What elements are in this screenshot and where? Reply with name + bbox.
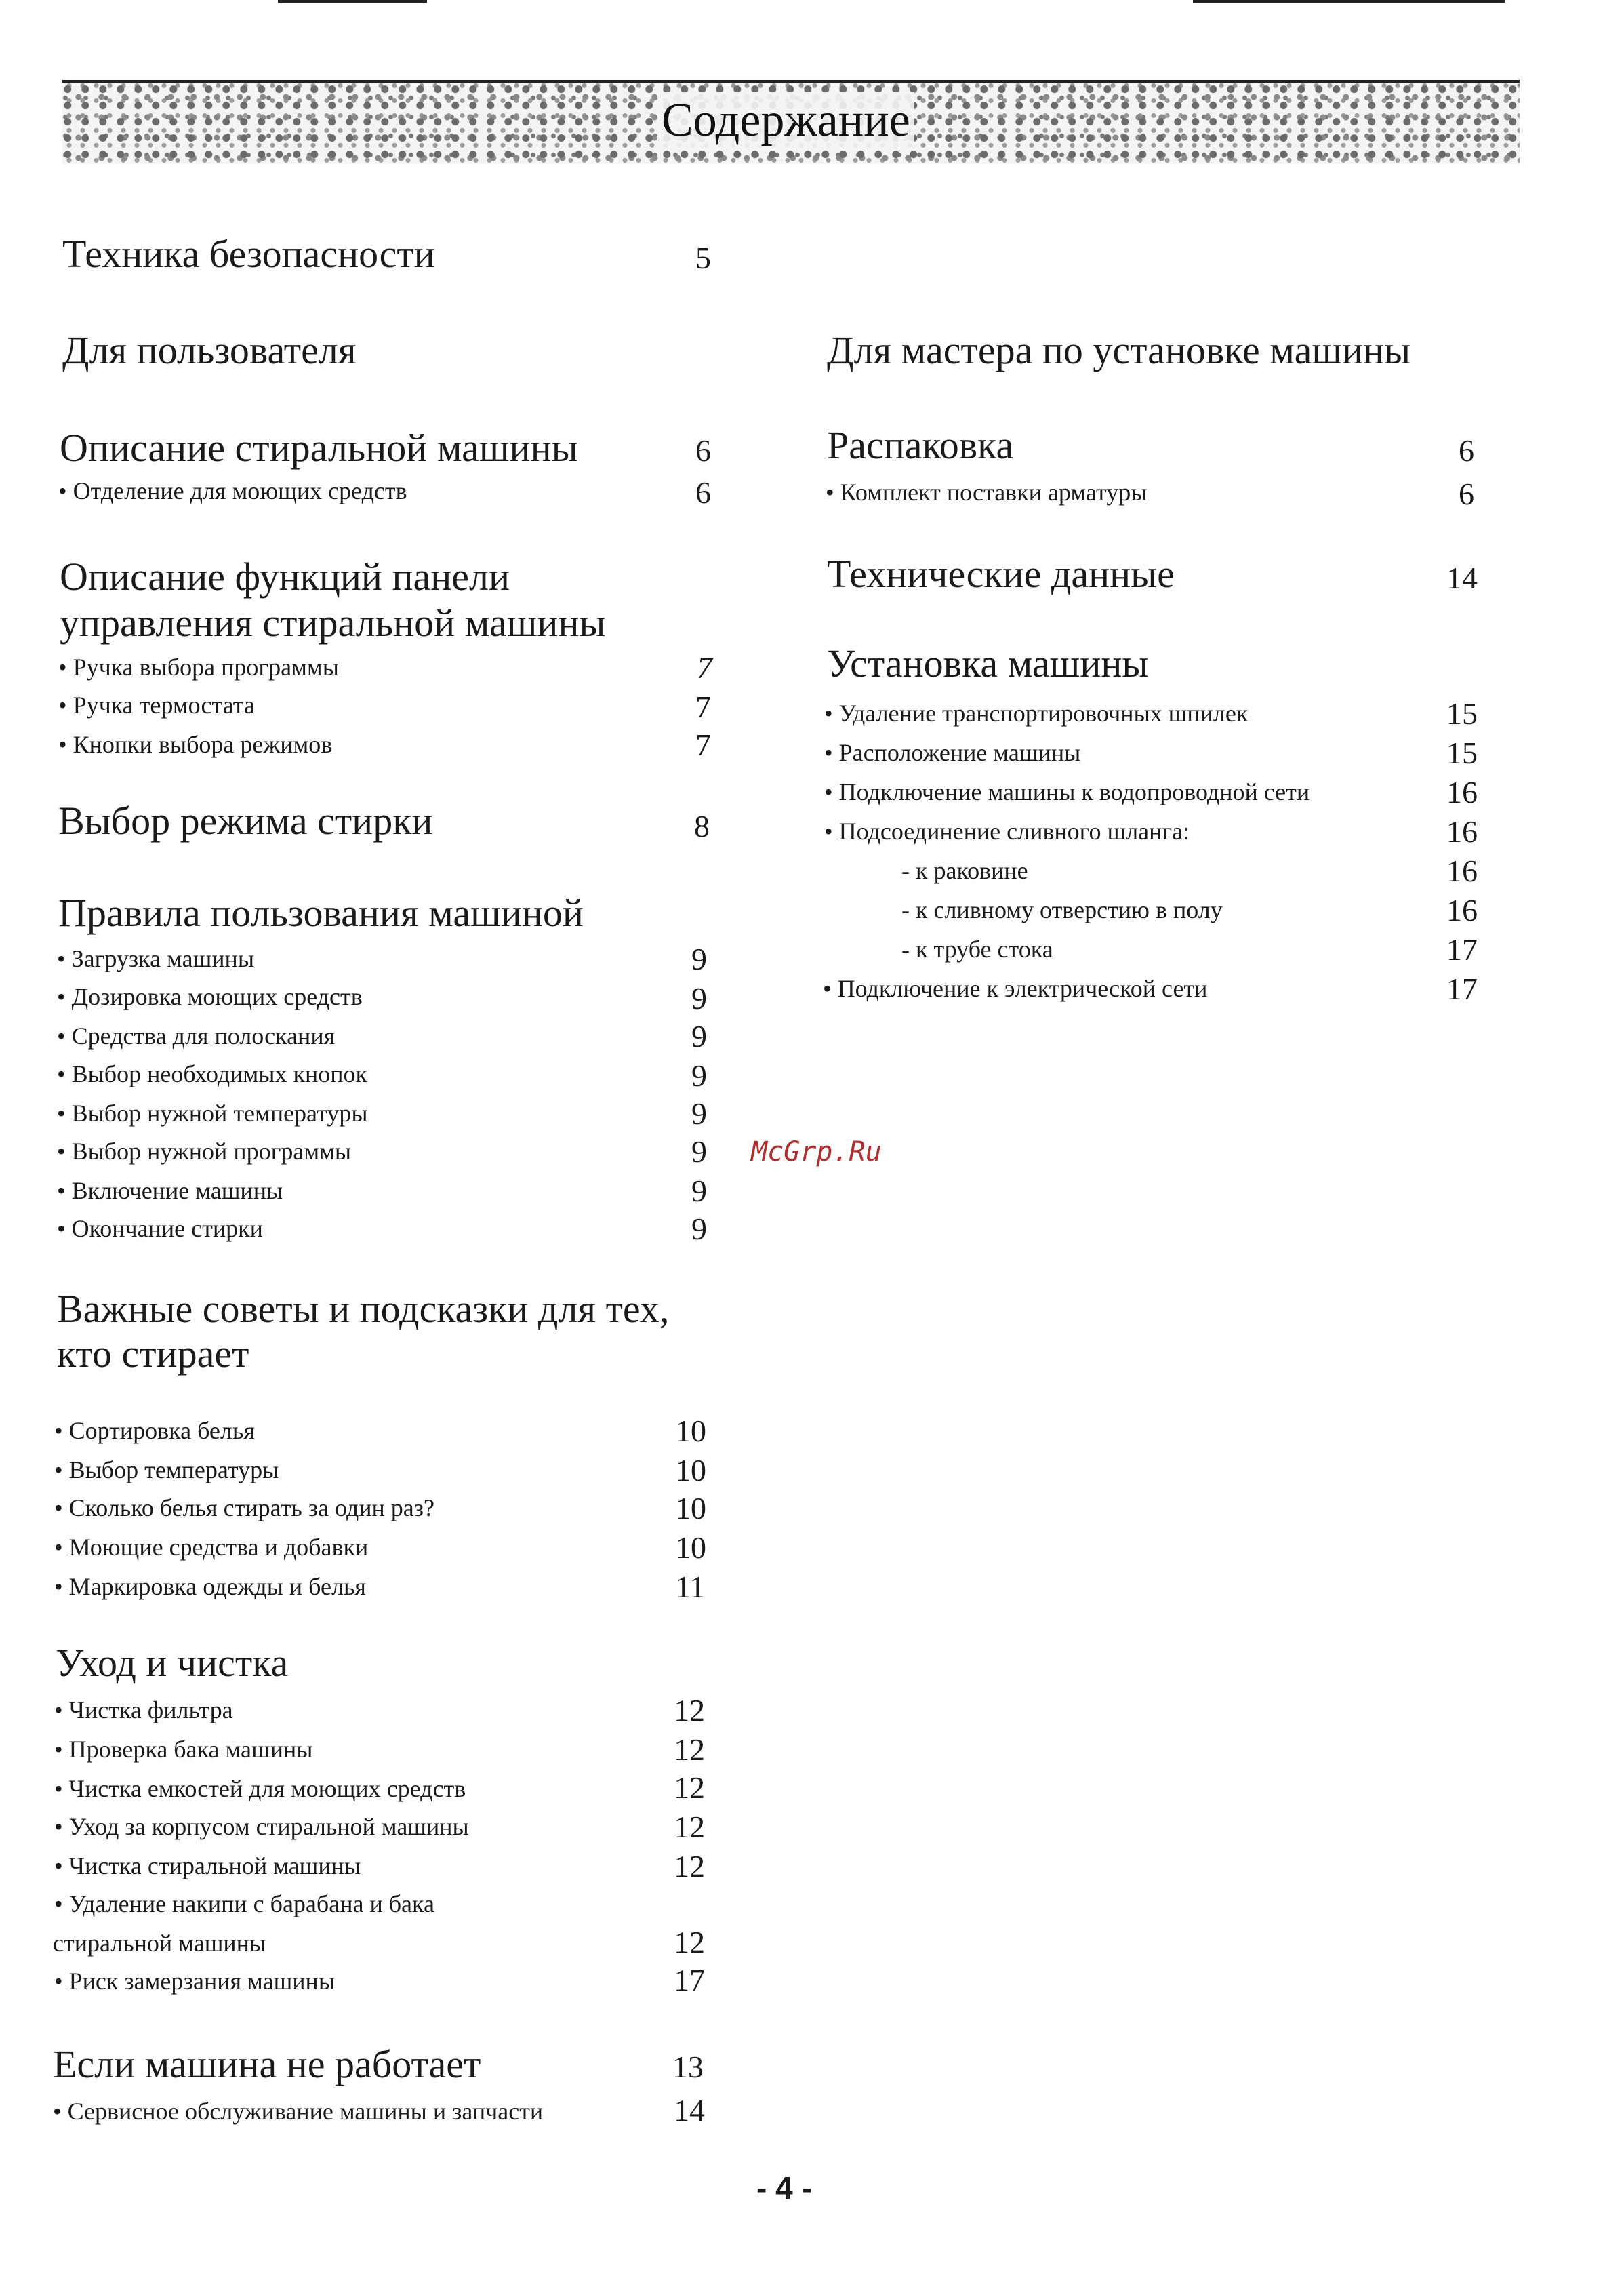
toc-heading-care: Уход и чистка (56, 1641, 289, 1685)
toc-heading-safety: Техника безопасности (62, 232, 435, 276)
toc-item: • Ручка термостата (58, 693, 255, 717)
toc-page: 6 (1459, 477, 1474, 511)
toc-page: 16 (1446, 854, 1478, 888)
toc-item: • Дозировка моющих средств (57, 984, 363, 1009)
toc-page: 9 (691, 1058, 707, 1093)
toc-heading-tips: Важные советы и подсказки для тех, (57, 1287, 670, 1331)
page-number: - 4 - (756, 2170, 812, 2206)
toc-page: 16 (1446, 893, 1478, 927)
toc-page: 12 (674, 1732, 705, 1767)
toc-item: • Включение машины (57, 1178, 283, 1203)
toc-page: 9 (691, 1174, 707, 1208)
toc-page: 9 (691, 942, 707, 976)
toc-page: 15 (1446, 736, 1478, 770)
toc-page: 10 (675, 1491, 706, 1525)
toc-page: 10 (675, 1414, 706, 1448)
toc-item: • Моющие средства и добавки (54, 1535, 368, 1559)
toc-item: • Выбор температуры (54, 1458, 279, 1482)
toc-page: 7 (695, 690, 711, 724)
toc-heading-fault: Если машина не работает (53, 2042, 481, 2086)
toc-page: 7 (697, 650, 712, 685)
toc-heading-tips-line2: кто стирает (57, 1332, 249, 1376)
toc-page: 14 (674, 2093, 705, 2128)
toc-page: 9 (691, 1134, 707, 1169)
toc-heading-panel-line2: управления стиральной машины (60, 601, 606, 645)
toc-page: 16 (1446, 775, 1478, 810)
toc-item: • Подсоединение сливного шланга: (824, 819, 1190, 843)
toc-subitem: - к раковине (901, 857, 1028, 884)
toc-item: • Уход за корпусом стиральной машины (54, 1814, 469, 1839)
toc-item: • Ручка выбора программы (58, 655, 339, 679)
toc-item: • Окончание стирки (57, 1216, 263, 1241)
section-header-installer: Для мастера по установке машины (827, 328, 1411, 372)
toc-item: • Кнопки выбора режимов (58, 732, 332, 757)
toc-item: • Выбор нужной программы (57, 1139, 351, 1163)
page-title: Содержание (657, 92, 914, 149)
toc-item: • Сколько белья стирать за один раз? (54, 1496, 434, 1520)
toc-item: • Удаление накипи с барабана и бака (54, 1892, 434, 1916)
toc-page: 12 (674, 1925, 705, 1959)
toc-page: 9 (691, 1212, 707, 1246)
toc-item: • Комплект поставки арматуры (826, 480, 1147, 504)
toc-page: 10 (675, 1530, 706, 1565)
toc-page: 12 (674, 1693, 705, 1728)
toc-page: 9 (691, 1019, 707, 1054)
toc-page: 8 (694, 809, 710, 843)
toc-item: • Удаление транспортировочных шпилек (824, 701, 1248, 725)
toc-page: 14 (1446, 561, 1478, 595)
scan-artifact-line (1193, 0, 1505, 3)
toc-item: • Подключение к электрической сети (823, 976, 1207, 1001)
toc-item-continued: стиральной машины (53, 1930, 266, 1957)
toc-item: • Расположение машины (824, 740, 1080, 765)
toc-heading-unpack: Распаковка (827, 423, 1014, 467)
toc-heading-mode: Выбор режима стирки (58, 799, 433, 843)
toc-subitem: - к трубе стока (901, 936, 1053, 963)
toc-item: • Сортировка белья (54, 1418, 255, 1443)
toc-item: • Выбор необходимых кнопок (57, 1062, 367, 1086)
toc-page: 9 (691, 1096, 707, 1131)
toc-page: 10 (675, 1453, 706, 1488)
toc-page: 13 (672, 2050, 704, 2084)
toc-item: • Средства для полоскания (57, 1024, 335, 1048)
toc-heading-description: Описание стиральной машины (60, 426, 578, 470)
toc-item: • Чистка емкостей для моющих средств (54, 1776, 466, 1801)
toc-subitem: - к сливному отверстию в полу (901, 896, 1223, 923)
toc-item: • Отделение для моющих средств (58, 479, 407, 503)
toc-item: • Проверка бака машины (54, 1737, 312, 1761)
toc-item: • Сервисное обслуживание машины и запчасти (53, 2099, 543, 2123)
toc-item: • Чистка фильтра (54, 1698, 233, 1722)
toc-page: 11 (675, 1570, 706, 1604)
toc-heading-tech: Технические данные (827, 552, 1175, 596)
toc-page: 5 (695, 241, 711, 275)
toc-page: 17 (674, 1963, 705, 1997)
toc-page: 16 (1446, 814, 1478, 849)
toc-heading-rules: Правила пользования машиной (58, 891, 584, 935)
watermark: McGrp.Ru (751, 1136, 882, 1168)
toc-item: • Риск замерзания машины (54, 1969, 335, 1993)
toc-item: • Выбор нужной температуры (57, 1101, 368, 1125)
toc-page: 15 (1446, 696, 1478, 731)
toc-page: 12 (674, 1810, 705, 1844)
scan-artifact-line (278, 0, 427, 3)
toc-page: 12 (674, 1849, 705, 1883)
toc-heading-panel: Описание функций панели (60, 555, 510, 599)
toc-page: 17 (1446, 972, 1478, 1006)
toc-item: • Загрузка машины (57, 946, 254, 971)
toc-item: • Подключение машины к водопроводной сети (824, 780, 1310, 804)
toc-item: • Маркировка одежды и белья (54, 1574, 366, 1599)
toc-heading-install: Установка машины (827, 641, 1149, 685)
toc-page: 17 (1446, 932, 1478, 967)
toc-page: 9 (691, 981, 707, 1016)
toc-page: 12 (674, 1770, 705, 1805)
section-header-user: Для пользователя (62, 328, 357, 372)
toc-item: • Чистка стиральной машины (54, 1854, 361, 1878)
toc-page: 6 (695, 433, 711, 468)
toc-page: 6 (1459, 433, 1474, 468)
toc-page: 7 (695, 727, 711, 762)
toc-page: 6 (695, 475, 711, 510)
